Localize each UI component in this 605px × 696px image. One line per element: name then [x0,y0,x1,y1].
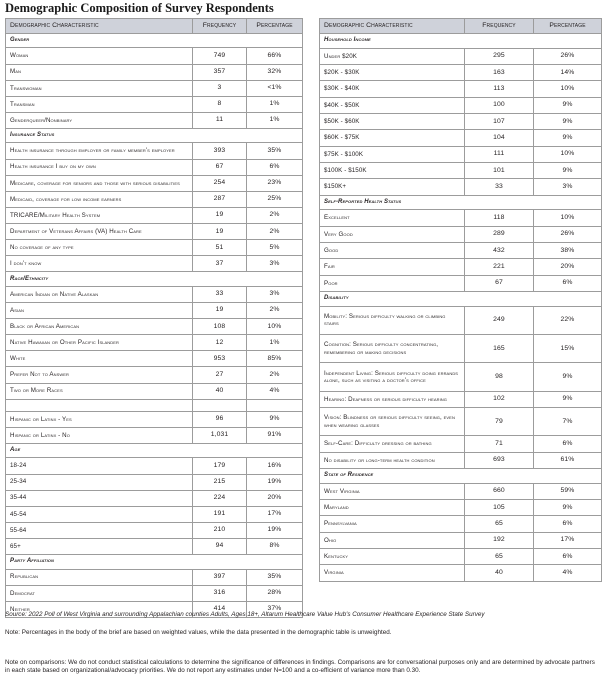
frequency-cell: 215 [193,474,247,490]
frequency-cell: 67 [465,275,534,291]
table-row [320,532,602,548]
percentage-cell: 35% [247,143,303,159]
percentage-cell: 38% [534,243,602,259]
section-header-row [6,555,303,569]
characteristic-cell: Two or More Races [6,383,193,399]
header-characteristic: Demographic Characteristic [320,19,465,34]
empty-cell [247,399,303,411]
frequency-cell: 101 [465,163,534,179]
table-row [6,506,303,522]
table-row [320,363,602,391]
frequency-cell: 3 [193,80,247,96]
frequency-cell: 254 [193,175,247,191]
frequency-cell: 27 [193,367,247,383]
table-row [6,240,303,256]
frequency-cell: 1,031 [193,427,247,443]
empty-cell [6,399,193,411]
characteristic-cell: Independent Living: Serious difficulty doing errands alone, such as visiting a doctor's office [320,363,465,391]
frequency-cell: 163 [465,64,534,80]
percentage-cell: 17% [534,532,602,548]
percentage-cell: 37% [247,601,303,617]
characteristic-cell: Man [6,64,193,80]
table-row [6,569,303,585]
frequency-cell: 19 [193,224,247,240]
percentage-cell: 1% [247,112,303,128]
percentage-cell: 9% [534,113,602,129]
section-label: Race/Ethnicity [6,272,303,286]
section-header-row [6,443,303,457]
section-label: Disability [320,292,602,307]
percentage-cell: 6% [534,516,602,532]
table-row [320,549,602,565]
table-row [320,226,602,242]
section-label: Age [6,443,303,457]
frequency-cell: 40 [465,565,534,582]
table-row [6,80,303,96]
characteristic-cell: Health insurance through employer or family member's employer [6,143,193,159]
frequency-cell: 316 [193,585,247,601]
percentage-cell: 7% [534,408,602,436]
percentage-cell: 59% [534,483,602,499]
frequency-cell: 104 [465,130,534,146]
characteristic-cell: Mobility: Serious difficulty walking or climbing stairs [320,306,465,334]
characteristic-cell: Self-Care: Difficulty dressing or bathing [320,436,465,452]
characteristic-cell: Prefer Not to Answer [6,367,193,383]
frequency-cell: 67 [193,159,247,175]
table-row [320,436,602,452]
percentage-cell: 9% [534,97,602,113]
characteristic-cell: West Virginia [320,483,465,499]
characteristic-cell: 65+ [6,539,193,555]
table-row [320,565,602,582]
table-row [320,146,602,162]
percentage-cell: 19% [247,522,303,538]
percentage-cell: 9% [534,500,602,516]
frequency-cell: 96 [193,411,247,427]
characteristic-cell: $100K - $150K [320,163,465,179]
frequency-cell: 33 [193,286,247,302]
characteristic-cell: 25-34 [6,474,193,490]
table-row [6,302,303,318]
page-title: Demographic Composition of Survey Respondents [5,1,274,15]
table-row [320,130,602,146]
characteristic-cell: Health insurance I buy on my own [6,159,193,175]
table-row [6,48,303,64]
frequency-cell: 100 [465,97,534,113]
frequency-cell: 108 [193,319,247,335]
characteristic-cell: Black or African American [6,319,193,335]
comparisons-note: Note on comparisons: We do not conduct statistical calculations to determine the significance of differences in findings. Comparisons are for conversational purposes only and are determined by advocate partners in each state based on organizational/advocacy priorities. We do not report any estimates under N=100 and a co-efficient of variance more than 0.30. [5,659,595,675]
percentage-cell: 2% [247,302,303,318]
characteristic-cell: Poor [320,275,465,291]
table-row [6,143,303,159]
table-row [320,243,602,259]
frequency-cell: 289 [465,226,534,242]
right-demographic-table [319,18,602,582]
table-row [6,335,303,351]
characteristic-cell: White [6,351,193,367]
table-row [6,411,303,427]
frequency-cell: 94 [193,539,247,555]
table-row [320,163,602,179]
section-label: Household Income [320,34,602,49]
table-row [6,490,303,506]
characteristic-cell: 18-24 [6,458,193,474]
frequency-cell: 71 [465,436,534,452]
table-row [320,97,602,113]
percentage-cell: 8% [247,539,303,555]
table-row [6,367,303,383]
header-characteristic: Demographic Characteristic [6,19,193,34]
frequency-cell: 414 [193,601,247,617]
spacer-row [6,399,303,411]
section-header-row [320,195,602,210]
percentage-cell: <1% [247,80,303,96]
frequency-cell: 191 [193,506,247,522]
characteristic-cell: No coverage of any type [6,240,193,256]
characteristic-cell: Vision: Blindness or serious difficulty seeing, even when wearing glasses [320,408,465,436]
characteristic-cell: Hispanic or Latinx - No [6,427,193,443]
characteristic-cell: Good [320,243,465,259]
characteristic-cell: $40K - $50K [320,97,465,113]
characteristic-cell: Very Good [320,226,465,242]
weighting-note: Note: Percentages in the body of the brief are based on weighted values, while the data presented in the demographic table is unweighted. [5,629,392,636]
percentage-cell: 16% [247,458,303,474]
table-row [6,539,303,555]
frequency-cell: 105 [465,500,534,516]
percentage-cell: 2% [247,224,303,240]
frequency-cell: 98 [465,363,534,391]
percentage-cell: 26% [534,48,602,64]
characteristic-cell: 35-44 [6,490,193,506]
percentage-cell: 2% [247,207,303,223]
table-row [320,334,602,362]
table-row [320,275,602,291]
characteristic-cell: $30K - $40K [320,81,465,97]
frequency-cell: 40 [193,383,247,399]
table-row [320,483,602,499]
percentage-cell: 17% [247,506,303,522]
percentage-cell: 9% [534,363,602,391]
frequency-cell: 210 [193,522,247,538]
percentage-cell: 14% [534,64,602,80]
characteristic-cell: 45-54 [6,506,193,522]
table-row [320,408,602,436]
characteristic-cell: American Indian or Native Alaskan [6,286,193,302]
frequency-cell: 393 [193,143,247,159]
header-frequency: Frequency [193,19,247,34]
percentage-cell: 32% [247,64,303,80]
table-row [6,319,303,335]
percentage-cell: 35% [247,569,303,585]
frequency-cell: 79 [465,408,534,436]
characteristic-cell: Cognition: Serious difficulty concentrating, remembering or making decisions [320,334,465,362]
characteristic-cell: Pennsylvania [320,516,465,532]
empty-cell [193,399,247,411]
section-header-row [320,34,602,49]
table-row [320,259,602,275]
percentage-cell: 61% [534,452,602,468]
table-header-row [6,19,303,34]
table-row [320,391,602,407]
frequency-cell: 51 [193,240,247,256]
percentage-cell: 20% [534,259,602,275]
table-row [6,286,303,302]
table-row [320,306,602,334]
percentage-cell: 9% [534,163,602,179]
percentage-cell: 9% [534,391,602,407]
percentage-cell: 10% [534,81,602,97]
characteristic-cell: $150K+ [320,179,465,195]
percentage-cell: 85% [247,351,303,367]
characteristic-cell: $75K - $100K [320,146,465,162]
characteristic-cell: Fair [320,259,465,275]
section-label: Insurance Status [6,129,303,143]
table-row [320,516,602,532]
percentage-cell: 6% [534,436,602,452]
characteristic-cell: I don't know [6,256,193,272]
header-percentage: Percentage [534,19,602,34]
frequency-cell: 749 [193,48,247,64]
table-row [6,207,303,223]
table-row [6,383,303,399]
frequency-cell: 111 [465,146,534,162]
characteristic-cell: Native Hawaiian or Other Pacific Islander [6,335,193,351]
table-row [320,500,602,516]
table-row [6,175,303,191]
table-row [320,48,602,64]
section-label: Party Affiliation [6,555,303,569]
characteristic-cell: Medicaid, coverage for low income earners [6,191,193,207]
percentage-cell: 91% [247,427,303,443]
table-row [320,64,602,80]
table-row [320,179,602,195]
frequency-cell: 11 [193,112,247,128]
percentage-cell: 4% [534,565,602,582]
frequency-cell: 432 [465,243,534,259]
characteristic-cell: Virginia [320,565,465,582]
percentage-cell: 5% [247,240,303,256]
characteristic-cell: Department of Veterans Affairs (VA) Health Care [6,224,193,240]
frequency-cell: 118 [465,210,534,226]
header-percentage: Percentage [247,19,303,34]
frequency-cell: 357 [193,64,247,80]
frequency-cell: 19 [193,207,247,223]
frequency-cell: 295 [465,48,534,64]
percentage-cell: 10% [534,146,602,162]
table-row [6,585,303,601]
percentage-cell: 10% [247,319,303,335]
characteristic-cell: Republican [6,569,193,585]
table-row [6,256,303,272]
characteristic-cell: Transman [6,96,193,112]
characteristic-cell: Neither [6,601,193,617]
percentage-cell: 1% [247,96,303,112]
characteristic-cell: Democrat [6,585,193,601]
percentage-cell: 66% [247,48,303,64]
table-row [6,458,303,474]
table-row [6,427,303,443]
frequency-cell: 12 [193,335,247,351]
table-row [320,210,602,226]
percentage-cell: 1% [247,335,303,351]
table-row [6,64,303,80]
frequency-cell: 224 [193,490,247,506]
frequency-cell: 19 [193,302,247,318]
characteristic-cell: Medicare, coverage for seniors and those with serious disabilities [6,175,193,191]
percentage-cell: 3% [247,286,303,302]
frequency-cell: 192 [465,532,534,548]
characteristic-cell: Asian [6,302,193,318]
table-row [6,159,303,175]
characteristic-cell: Maryland [320,500,465,516]
percentage-cell: 6% [534,275,602,291]
section-header-row [6,272,303,286]
percentage-cell: 20% [247,490,303,506]
frequency-cell: 660 [465,483,534,499]
characteristic-cell: 55-64 [6,522,193,538]
characteristic-cell: Under $20K [320,48,465,64]
characteristic-cell: $50K - $60K [320,113,465,129]
characteristic-cell: No disability or long-term health condition [320,452,465,468]
frequency-cell: 113 [465,81,534,97]
table-row [6,474,303,490]
characteristic-cell: Transwoman [6,80,193,96]
percentage-cell: 19% [247,474,303,490]
characteristic-cell: Hearing: Deafness or serious difficulty hearing [320,391,465,407]
frequency-cell: 165 [465,334,534,362]
frequency-cell: 397 [193,569,247,585]
percentage-cell: 9% [247,411,303,427]
left-demographic-table [5,18,303,618]
section-label: Self-Reported Health Status [320,195,602,210]
frequency-cell: 65 [465,549,534,565]
table-row [6,96,303,112]
characteristic-cell: Excellent [320,210,465,226]
table-header-row [320,19,602,34]
frequency-cell: 102 [465,391,534,407]
section-label: State of Residence [320,469,602,484]
characteristic-cell: Hispanic or Latinx - Yes [6,411,193,427]
percentage-cell: 15% [534,334,602,362]
section-header-row [6,129,303,143]
frequency-cell: 33 [465,179,534,195]
characteristic-cell: Genderqueer/Nonbinary [6,112,193,128]
characteristic-cell: $60K - $75K [320,130,465,146]
percentage-cell: 9% [534,130,602,146]
table-row [6,522,303,538]
frequency-cell: 107 [465,113,534,129]
frequency-cell: 953 [193,351,247,367]
section-label: Gender [6,34,303,48]
source-note: Source: 2022 Poll of West Virginia and surrounding Appalachian counties Adults, Ages 18+, Altarum Healthcare Value Hub's Consumer Healthcare Experience State Survey [5,611,485,618]
characteristic-cell: Woman [6,48,193,64]
characteristic-cell: TRICARE/Military Health System [6,207,193,223]
frequency-cell: 65 [465,516,534,532]
percentage-cell: 26% [534,226,602,242]
percentage-cell: 6% [534,549,602,565]
section-header-row [320,292,602,307]
frequency-cell: 179 [193,458,247,474]
percentage-cell: 23% [247,175,303,191]
table-row [6,351,303,367]
frequency-cell: 8 [193,96,247,112]
table-row [320,81,602,97]
characteristic-cell: Kentucky [320,549,465,565]
percentage-cell: 25% [247,191,303,207]
frequency-cell: 37 [193,256,247,272]
percentage-cell: 3% [534,179,602,195]
table-row [6,112,303,128]
table-row [320,452,602,468]
table-row [320,113,602,129]
frequency-cell: 693 [465,452,534,468]
percentage-cell: 10% [534,210,602,226]
section-header-row [320,469,602,484]
frequency-cell: 249 [465,306,534,334]
table-row [6,191,303,207]
table-row [6,224,303,240]
frequency-cell: 287 [193,191,247,207]
percentage-cell: 28% [247,585,303,601]
percentage-cell: 4% [247,383,303,399]
percentage-cell: 3% [247,256,303,272]
percentage-cell: 6% [247,159,303,175]
percentage-cell: 22% [534,306,602,334]
characteristic-cell: Ohio [320,532,465,548]
frequency-cell: 221 [465,259,534,275]
header-frequency: Frequency [465,19,534,34]
characteristic-cell: $20K - $30K [320,64,465,80]
percentage-cell: 2% [247,367,303,383]
section-header-row [6,34,303,48]
